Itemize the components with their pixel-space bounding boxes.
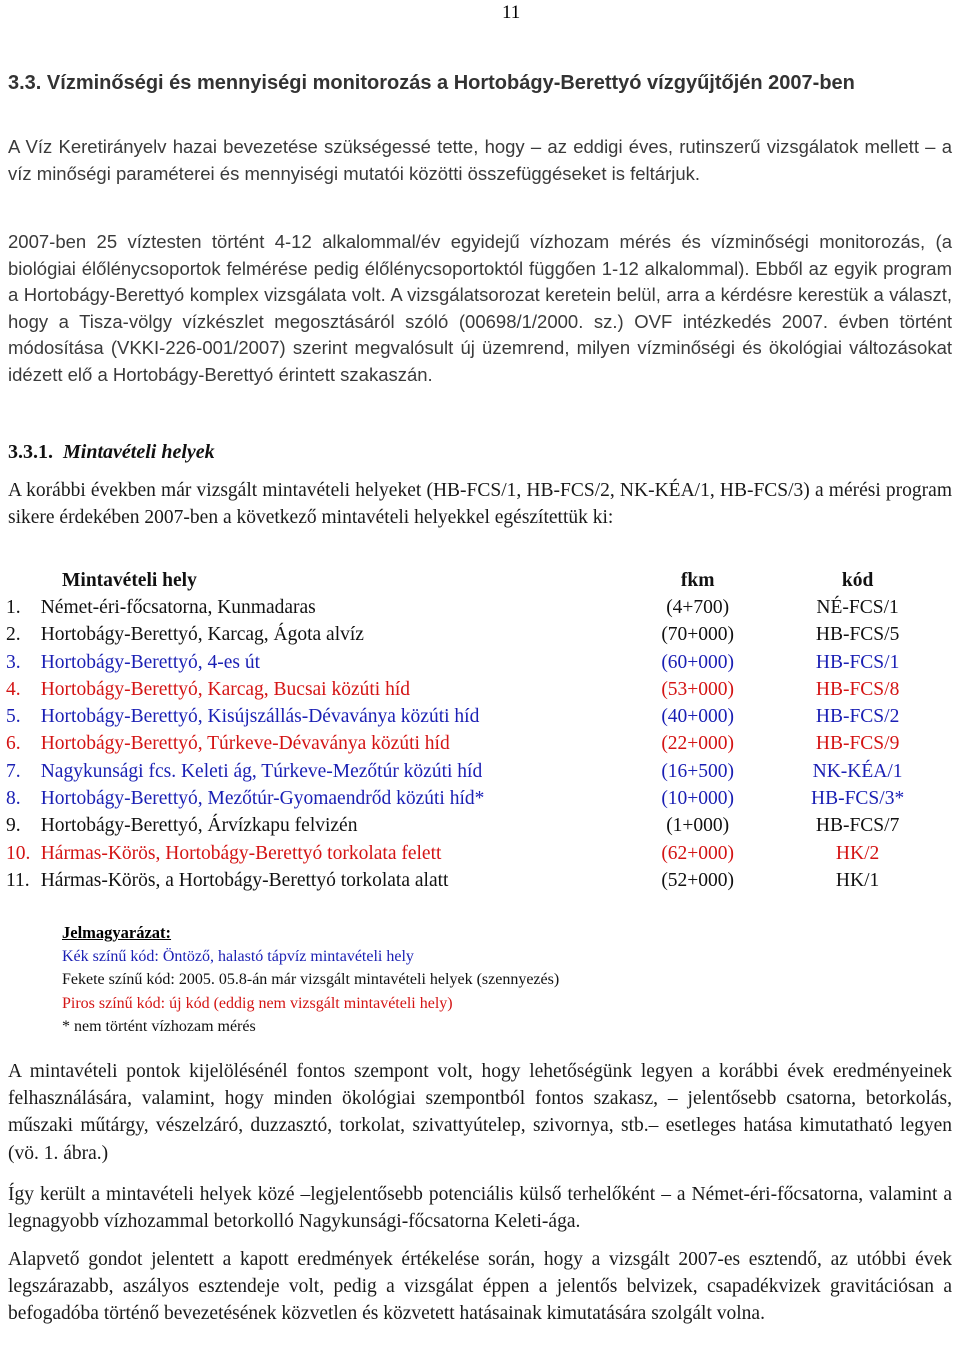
- table-body: [6, 594, 960, 894]
- page-number: 11: [502, 2, 521, 23]
- row-index: 3.: [6, 651, 21, 673]
- table-row: [6, 703, 960, 730]
- row-code: HB-FCS/8: [815, 678, 900, 700]
- row-fkm: (70+000): [661, 624, 735, 646]
- row-fkm: (1+000): [666, 815, 730, 837]
- legend-note: * nem történt vízhozam mérés: [62, 1018, 256, 1036]
- row-code: HK/1: [835, 869, 880, 891]
- row-code: HB-FCS/1: [815, 651, 900, 673]
- legend-title: Jelmagyarázat:: [62, 923, 172, 942]
- section-number: 3.3.: [8, 72, 42, 94]
- row-site-name: Hortobágy-Berettyó, Kisújszállás-Dévaványa közúti híd: [40, 706, 480, 728]
- table-row: [6, 840, 960, 867]
- row-code: HB-FCS/2: [815, 706, 900, 728]
- row-site-name: Nagykunsági fcs. Keleti ág, Túrkeve-Mezőtúr közúti híd: [40, 760, 483, 782]
- row-index: 6.: [6, 733, 21, 755]
- table-row: [6, 649, 960, 676]
- legend-red-entry: Piros színű kód: új kód (eddig nem vizsgált mintavételi hely): [62, 994, 453, 1012]
- row-fkm: (62+000): [661, 842, 735, 864]
- row-code: HB-FCS/5: [815, 624, 900, 646]
- row-index: 5.: [6, 706, 21, 728]
- section-title-text: Vízminőségi és mennyiségi monitorozás a Hortobágy-Berettyó vízgyűjtőjén 2007-ben: [46, 72, 855, 94]
- header-site-name: Mintavételi hely: [62, 569, 197, 591]
- row-fkm: (16+500): [661, 760, 735, 782]
- body-paragraph-1: A mintavételi pontok kijelölésénél fontos szempont volt, hogy lehetőségünk legyen a korábbi évek eredményeinek felhasználására, valamint, hogy minden ökológiai szempontból fontos szakasz, – jelentősebb csatorna, betorkolás, műszaki műtárgy, vészelzáró, duzzasztó, torkolat, szivattyútelep, szivornya, stb.– esetleges hatása kimutatható legyen (vö. 1. ábra.): [8, 1061, 952, 1164]
- row-fkm: (22+000): [661, 733, 735, 755]
- table-row: [6, 731, 960, 758]
- row-site-name: Hármas-Körös, Hortobágy-Berettyó torkolata felett: [40, 842, 442, 864]
- row-index: 7.: [6, 760, 21, 782]
- row-site-name: Hortobágy-Berettyó, Árvízkapu felvizén: [40, 815, 358, 837]
- subsection-title: [8, 441, 215, 464]
- row-index: 4.: [6, 678, 21, 700]
- row-site-name: Német-éri-főcsatorna, Kunmadaras: [40, 596, 316, 618]
- legend: [62, 921, 559, 1039]
- row-index: 2.: [6, 624, 21, 646]
- body-paragraph-2: Így került a mintavételi helyek közé –legjelentősebb potenciális külső terhelőként – a Német-éri-főcsatorna, valamint a legnagyobb vízhozammal betorkolló Nagykunsági-főcsatorna Keleti-ága.: [8, 1184, 952, 1233]
- row-site-name: Hortobágy-Berettyó, Karcag, Bucsai közúti híd: [40, 678, 411, 700]
- table-row: [6, 785, 960, 812]
- row-code: HB-FCS/9: [815, 733, 900, 755]
- subsection-title-text: Mintavételi helyek: [63, 441, 215, 463]
- legend-black-entry: Fekete színű kód: 2005. 05.8-án már vizsgált mintavételi helyek (szennyezés): [62, 971, 560, 989]
- row-index: 11.: [6, 869, 30, 891]
- row-index: 9.: [6, 815, 21, 837]
- sampling-sites-table: [6, 567, 960, 895]
- row-index: 1.: [6, 596, 21, 618]
- header-code: kód: [841, 569, 874, 591]
- row-code: NK-KÉA/1: [812, 760, 903, 782]
- section-title: [8, 70, 908, 97]
- row-code: HB-FCS/3*: [811, 788, 905, 810]
- legend-blue-entry: Kék színű kód: Öntöző, halastó tápvíz mintavételi hely: [62, 947, 414, 965]
- row-fkm: (60+000): [661, 651, 735, 673]
- intro-paragraph-1: A Víz Keretirányelv hazai bevezetése szükségessé tette, hogy – az eddigi éves, rutinszerű vizsgálatok mellett – a víz minőségi paraméterei és mennyiségi mutatói közötti összefüggéseket is feltárjuk.: [8, 136, 952, 184]
- row-site-name: Hortobágy-Berettyó, Mezőtúr-Gyomaendrőd közúti híd*: [40, 788, 485, 810]
- table-row: [6, 676, 960, 703]
- row-code: NÉ-FCS/1: [816, 596, 899, 618]
- subsection-intro-paragraph: A korábbi években már vizsgált mintavételi helyeket (HB-FCS/1, HB-FCS/2, NK-KÉA/1, HB-FCS/3) a mérési program sikere érdekében 2007-ben a következő mintavételi helyekkel egészítettük ki:: [8, 480, 952, 529]
- table-row: [6, 813, 960, 840]
- table-row: [6, 622, 960, 649]
- row-index: 8.: [6, 788, 21, 810]
- row-fkm: (4+700): [666, 596, 730, 618]
- intro-paragraph-2: 2007-ben 25 víztesten történt 4-12 alkalommal/év egyidejű vízhozam mérés és vízminőségi monitorozás, (a biológiai élőlénycsoportok felmérése pedig élőlénycsoportoktól függően 1-12 alkalommal). Ebből az egyik program a Hortobágy-Berettyó komplex vizsgálata volt. A vizsgálatsorozat keretein belül, arra a kérdésre kerestük a választ, hogy a Tisza-völgy vízkészlet megosztásáról szóló (00698/1/2000. sz.) OVF intézkedés 2007. évben történt módosítása (VKKI-226-001/2007) szerint megvalósult új üzemrend, milyen vízminőségi és ökológiai változásokat idézett elő a Hortobágy-Berettyó érintett szakaszán.: [8, 231, 952, 385]
- row-fkm: (52+000): [661, 869, 735, 891]
- body-paragraph-3: Alapvető gondot jelentett a kapott eredmények értékelése során, hogy a vizsgált 2007-es esztendő, az utóbbi évek legszárazabb, aszályos esztendeje volt, pedig a vizsgálat éppen a jelentős belvizek, csapadékvizek gravitációsan a befogadóba történő bevezetésének közvetlen és közvetett hatásainak kimutatására szolgált volna.: [8, 1249, 952, 1325]
- table-row: [6, 867, 960, 894]
- row-fkm: (53+000): [661, 678, 735, 700]
- table-row: [6, 594, 960, 621]
- row-code: HK/2: [835, 842, 880, 864]
- row-index: 10.: [6, 842, 31, 864]
- row-site-name: Hortobágy-Berettyó, Karcag, Ágota alvíz: [40, 624, 364, 646]
- subsection-number: 3.3.1.: [8, 441, 53, 463]
- row-site-name: Hármas-Körös, a Hortobágy-Berettyó torkolata alatt: [40, 869, 449, 891]
- row-fkm: (10+000): [661, 788, 735, 810]
- header-fkm: fkm: [680, 569, 715, 591]
- row-site-name: Hortobágy-Berettyó, Túrkeve-Dévaványa közúti híd: [40, 733, 450, 755]
- row-site-name: Hortobágy-Berettyó, 4-es út: [40, 651, 261, 673]
- row-code: HB-FCS/7: [815, 815, 900, 837]
- table-row: [6, 758, 960, 785]
- row-fkm: (40+000): [661, 706, 735, 728]
- table-header-row: [6, 567, 960, 594]
